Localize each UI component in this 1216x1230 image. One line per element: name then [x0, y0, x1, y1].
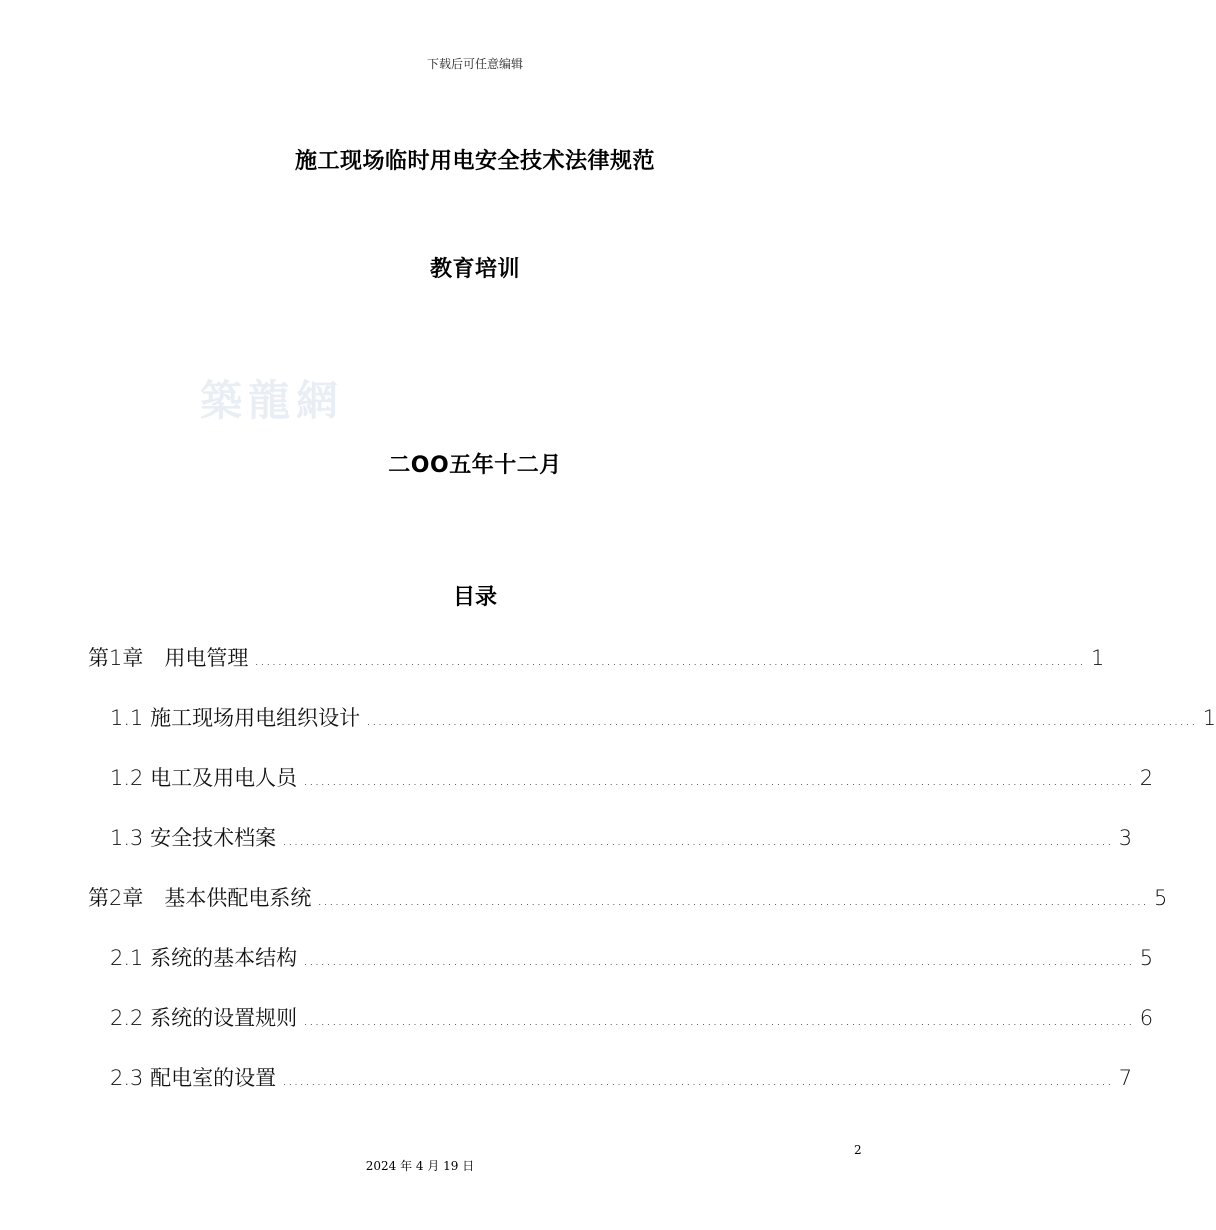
toc-entry-page: 6: [1139, 1006, 1154, 1030]
document-title: 施工现场临时用电安全技术法律规范: [294, 149, 655, 174]
toc-leader-dots: ................................................................................................................................................: [282, 831, 1113, 849]
watermark-logo: 築龍網: [200, 376, 345, 425]
toc-entry-page: 5: [1139, 946, 1154, 970]
toc-entry-label: 1.2 电工及用电人员: [110, 766, 298, 790]
toc-entry-page: 7: [1118, 1066, 1133, 1090]
document-subtitle: 教育培训: [429, 257, 520, 282]
document-date: 二OO五年十二月: [388, 453, 562, 478]
toc-entry-label: 2.3 配电室的设置: [110, 1066, 277, 1090]
toc-leader-dots: ................................................................................................................................................: [303, 771, 1134, 789]
toc-entry[interactable]: [110, 942, 1154, 972]
toc-entry-label: 第1章 用电管理: [88, 646, 249, 670]
toc-entry-page: 2: [1139, 766, 1154, 790]
toc-heading: 目录: [452, 585, 497, 610]
toc-entry-label: 第2章 基本供配电系统: [88, 886, 312, 910]
toc-leader-dots: ................................................................................................................................................: [282, 1071, 1113, 1089]
toc-entry-page: 5: [1153, 886, 1168, 910]
toc-leader-dots: ................................................................................................................................................: [366, 711, 1197, 729]
toc-entry-label: 2.2 系统的设置规则: [110, 1006, 298, 1030]
toc-entry-page: 1: [1202, 706, 1216, 730]
toc-leader-dots: ................................................................................................................................................: [303, 1011, 1134, 1029]
toc-entry-page: 3: [1118, 826, 1133, 850]
toc-entry-label: 2.1 系统的基本结构: [110, 946, 298, 970]
page-number: 2: [854, 1143, 862, 1157]
toc-entry-label: 1.1 施工现场用电组织设计: [110, 706, 361, 730]
toc-entry[interactable]: [110, 762, 1154, 792]
toc-leader-dots: ................................................................................................................................................: [317, 891, 1148, 909]
toc-entry[interactable]: [110, 1002, 1154, 1032]
toc-entry-page: 1: [1090, 646, 1105, 670]
toc-leader-dots: ................................................................................................................................................: [254, 651, 1085, 669]
toc-entry[interactable]: [110, 822, 1133, 852]
toc-entry[interactable]: [110, 1062, 1133, 1092]
toc-entry-label: 1.3 安全技术档案: [110, 826, 277, 850]
toc-entry[interactable]: [88, 882, 1168, 912]
toc-entry[interactable]: [110, 702, 1216, 732]
toc-entry[interactable]: [88, 642, 1105, 672]
header-note: 下载后可任意编辑: [426, 57, 523, 71]
footer-date: 2024 年 4 月 19 日: [365, 1159, 475, 1173]
toc-leader-dots: ................................................................................................................................................: [303, 951, 1134, 969]
